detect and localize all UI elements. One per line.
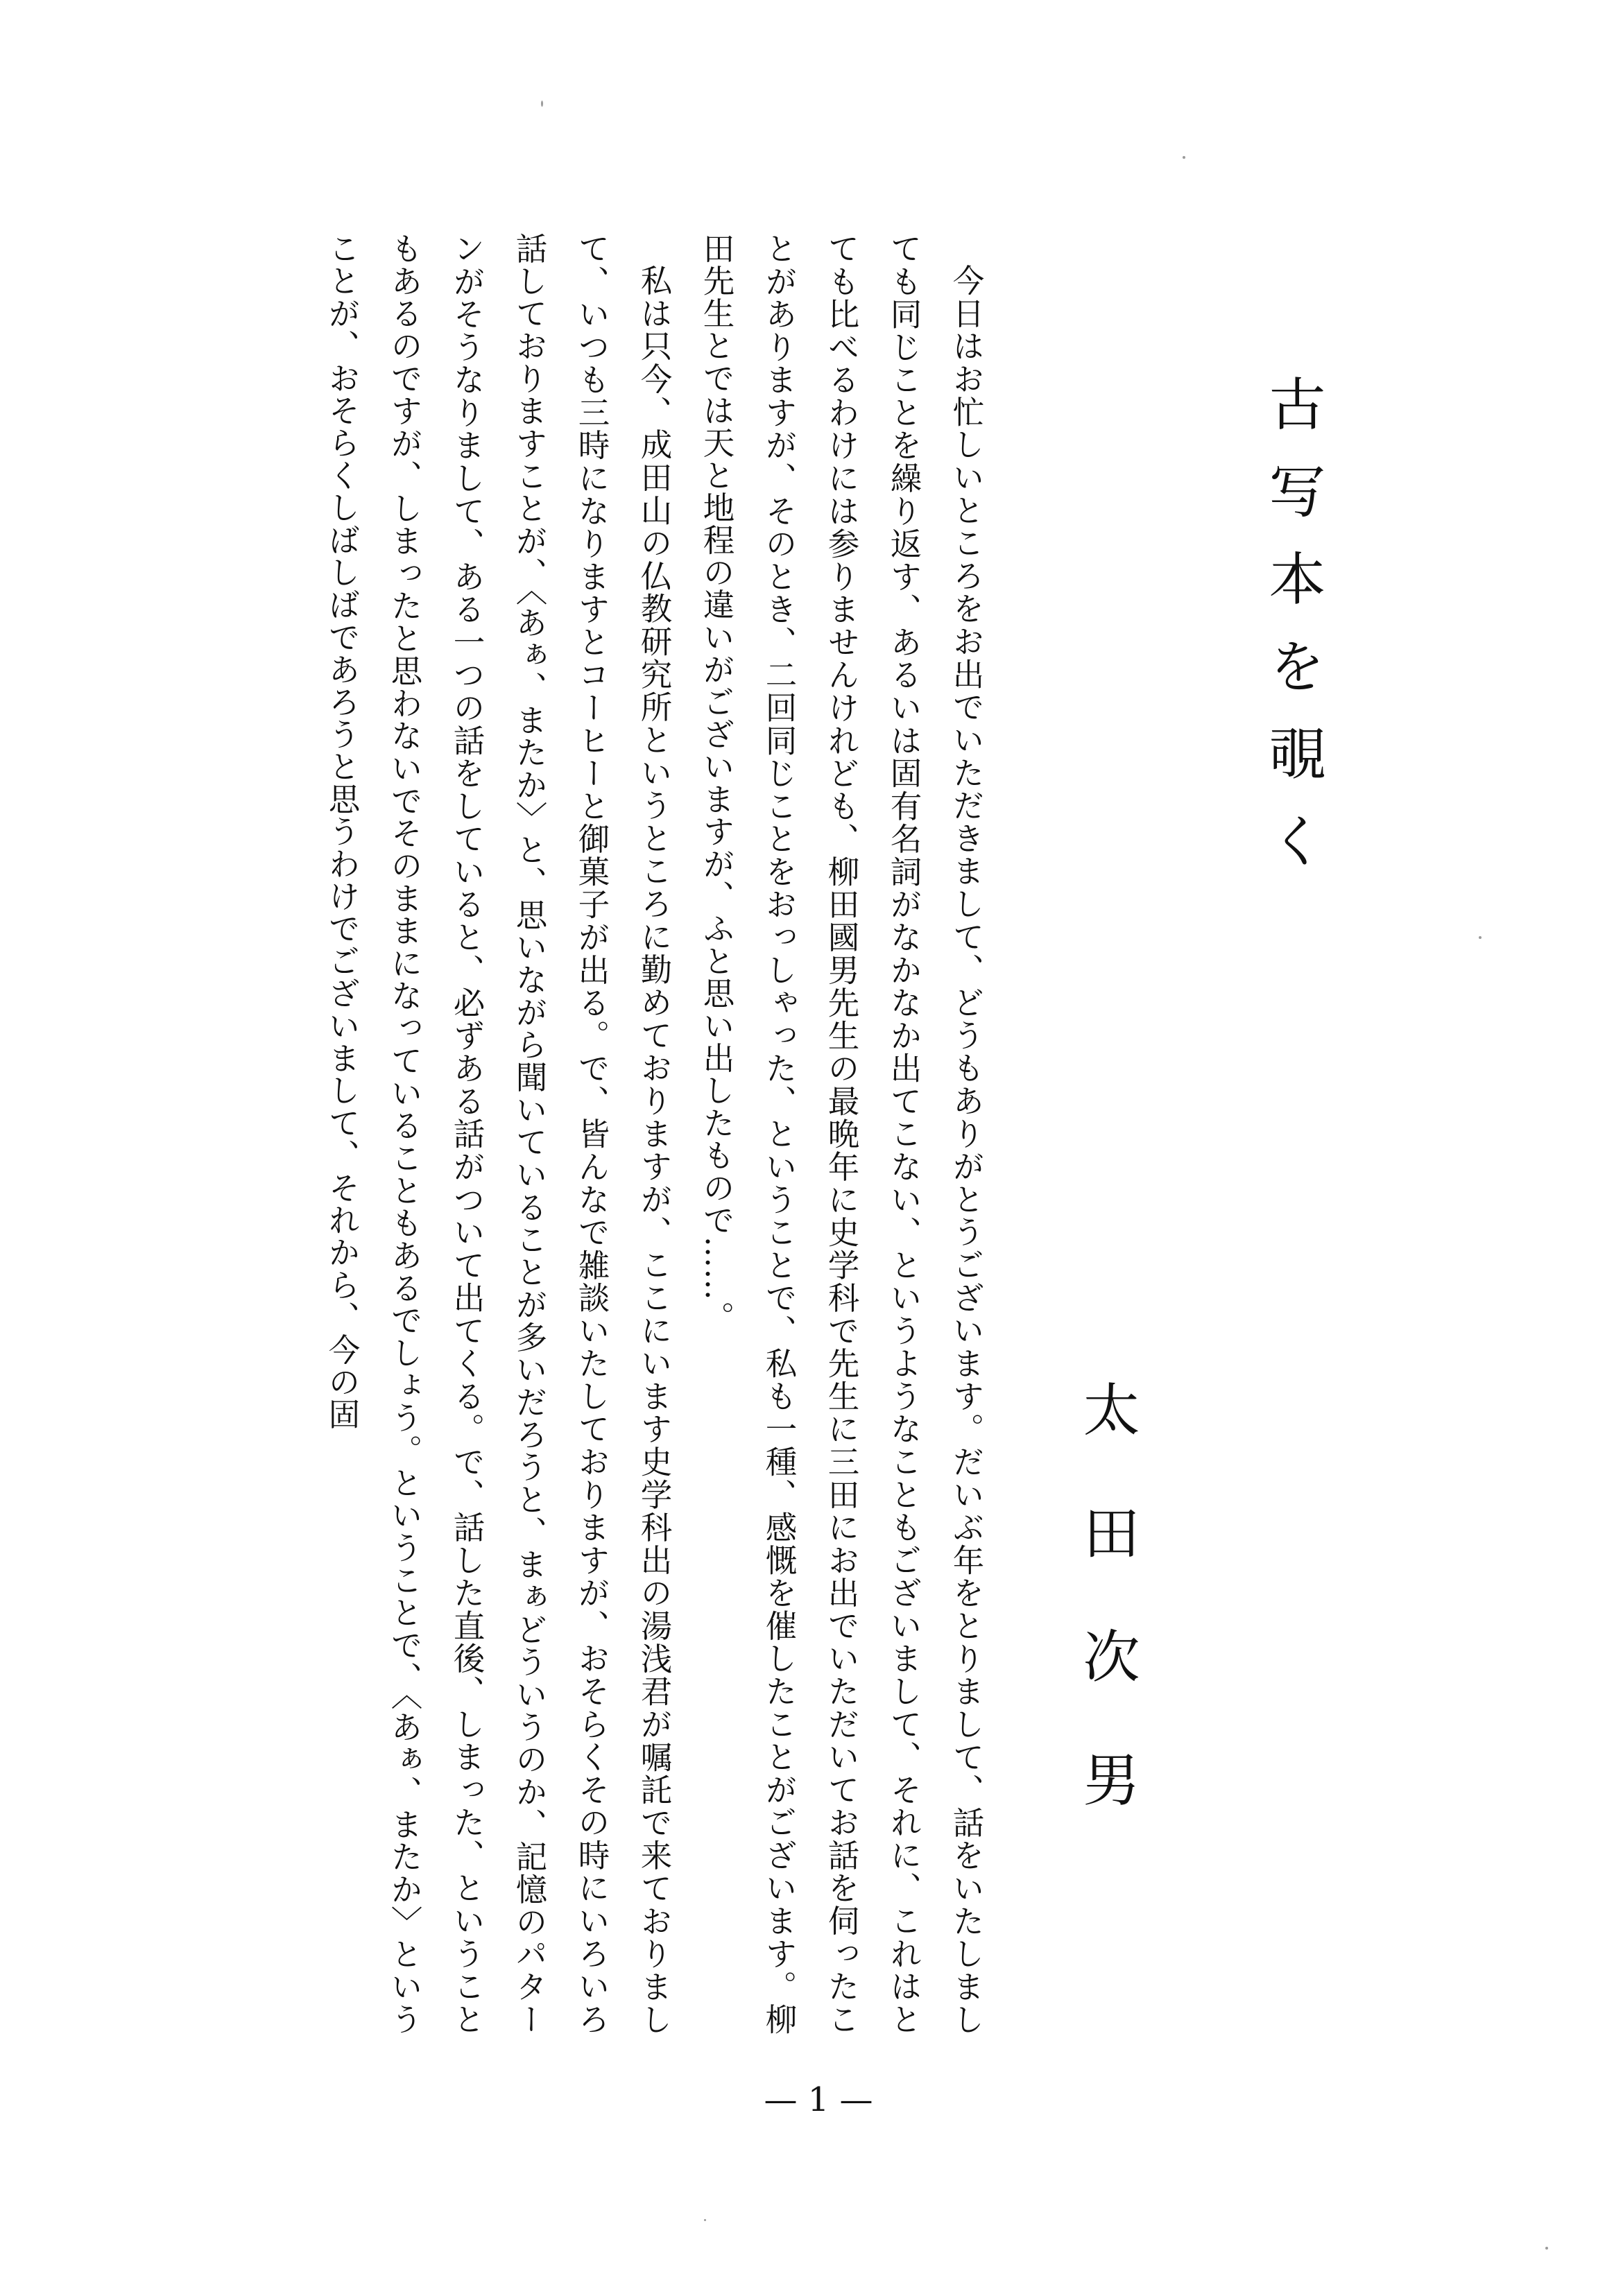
body-text [297, 232, 997, 2035]
scan-speck [541, 101, 543, 107]
scan-speck [1479, 936, 1482, 939]
paragraph-2: 私は只今、成田山の仏教研究所というところに勤めておりますが、ここにいます史学科出の湯浅君が嘱託で来ておりまして、いつも三時になりますとコーヒーと御菓子が出る。で、皆んなで雑談いたしておりますが、おそらくその時にいろいろ話しておりますことが、〈あぁ、またか〉と、思いながら聞いていることが多いだろうと、まぁどういうのか、記憶のパターンがそうなりまして、ある一つの話をしていると、必ずある話がついて出てくる。で、話した直後、しまった、ということもあるのですが、しまったと思わないでそのままになっていることもあるでしょう。ということで、〈あぁ、またか〉ということが、おそらくしばしばであろうと思うわけでございまして、それから、今の固 [324, 232, 673, 2035]
author-name: 太田次男 [1074, 1380, 1140, 1874]
paragraph-1: 今日はお忙しいところをお出でいただきまして、どうもありがとうございます。だいぶ年をとりまして、話をいたしましても同じことを繰り返す、あるいは固有名詞がなかなか出てこない、というようなこともございまして、それに、これはとても比べるわけには参りませんけれども、柳田國男先生の最晩年に史学科で先生に三田にお出でいただいてお話を伺ったことがありますが、そのとき、二回同じことをおっしゃった、ということで、私も一種、感慨を催したことがございます。柳田先生とでは天と地程の違いがございますが、ふと思い出したもので……。 [698, 232, 985, 2035]
scan-speck [1183, 156, 1185, 159]
scan-speck [1545, 2247, 1548, 2250]
page-number: — 1 — [764, 2080, 873, 2119]
document-title: 古写本を覗く [1260, 374, 1325, 899]
scan-speck [704, 2219, 706, 2221]
